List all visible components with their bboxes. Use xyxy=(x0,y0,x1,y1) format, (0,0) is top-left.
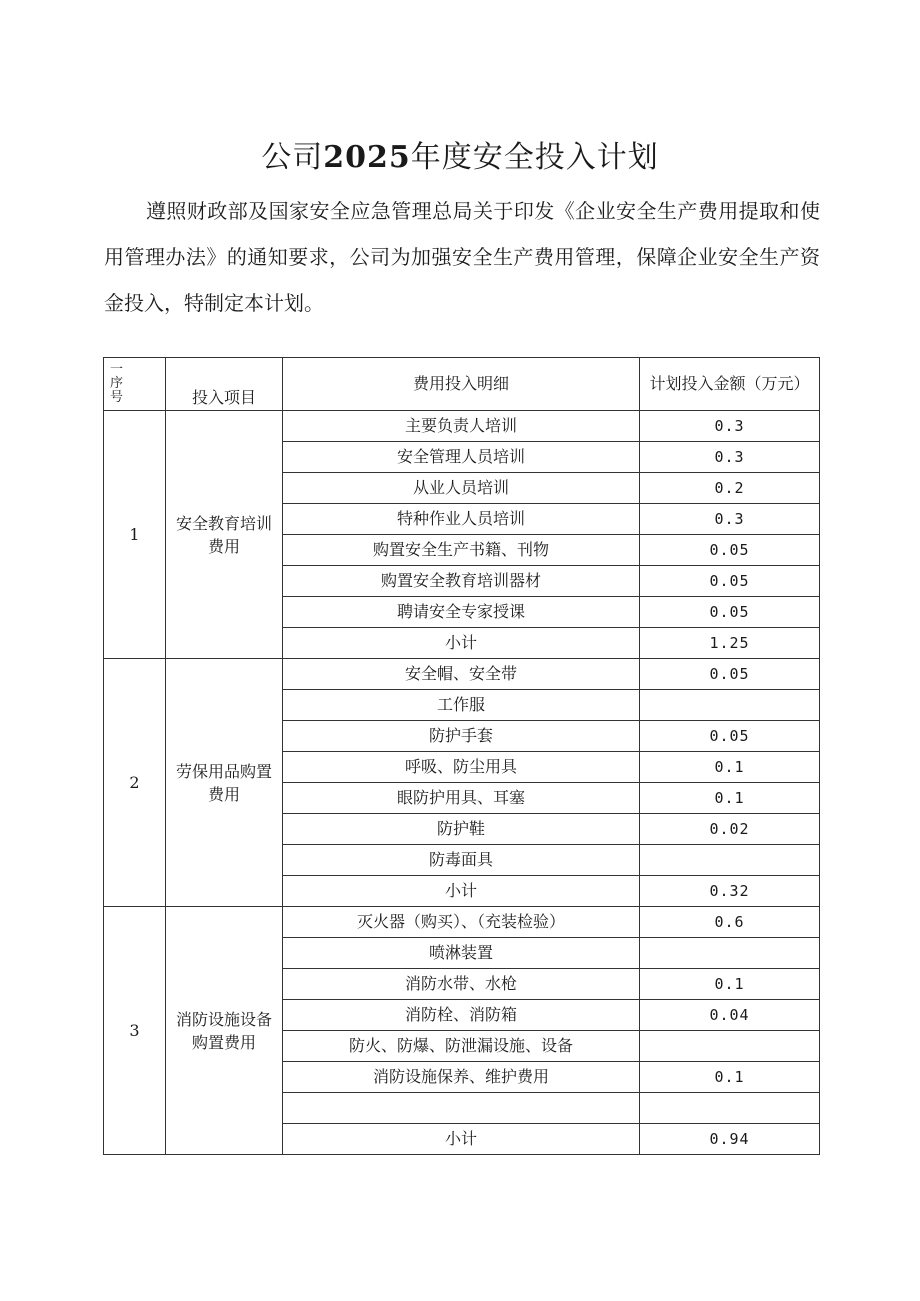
expense-detail: 小计 xyxy=(283,628,640,659)
table-row xyxy=(104,411,820,442)
group-seq: 1 xyxy=(104,411,166,659)
table-header-row xyxy=(104,358,820,411)
planned-amount: 0.2 xyxy=(640,473,820,504)
expense-detail: 消防水带、水枪 xyxy=(283,969,640,1000)
header-seq xyxy=(104,358,166,411)
planned-amount xyxy=(640,690,820,721)
expense-detail: 眼防护用具、耳塞 xyxy=(283,783,640,814)
planned-amount xyxy=(640,845,820,876)
group-category: 消防设施设备购置费用 xyxy=(166,907,283,1155)
planned-amount xyxy=(640,1031,820,1062)
planned-amount: 0.04 xyxy=(640,1000,820,1031)
document-title xyxy=(0,138,920,178)
expense-detail: 特种作业人员培训 xyxy=(283,504,640,535)
planned-amount: 0.05 xyxy=(640,721,820,752)
expense-detail: 购置安全生产书籍、刊物 xyxy=(283,535,640,566)
expense-detail: 小计 xyxy=(283,1124,640,1155)
expense-detail: 从业人员培训 xyxy=(283,473,640,504)
planned-amount: 0.1 xyxy=(640,783,820,814)
planned-amount: 0.02 xyxy=(640,814,820,845)
expense-detail: 小计 xyxy=(283,876,640,907)
planned-amount: 0.05 xyxy=(640,535,820,566)
planned-amount: 0.3 xyxy=(640,442,820,473)
expense-detail xyxy=(283,1093,640,1124)
header-amount: 计划投入金额（万元） xyxy=(640,358,820,411)
expense-detail: 工作服 xyxy=(283,690,640,721)
planned-amount: 1.25 xyxy=(640,628,820,659)
safety-investment-table xyxy=(103,357,820,1155)
expense-detail: 安全管理人员培训 xyxy=(283,442,640,473)
planned-amount: 0.3 xyxy=(640,411,820,442)
group-category: 劳保用品购置费用 xyxy=(166,659,283,907)
header-seq-label: 一 序 号 xyxy=(110,362,124,405)
header-item: 投入项目 xyxy=(166,358,283,411)
title-year: 2025 xyxy=(323,140,411,175)
planned-amount: 0.1 xyxy=(640,969,820,1000)
expense-detail: 消防栓、消防箱 xyxy=(283,1000,640,1031)
expense-detail: 购置安全教育培训器材 xyxy=(283,566,640,597)
header-detail: 费用投入明细 xyxy=(283,358,640,411)
expense-detail: 防护鞋 xyxy=(283,814,640,845)
expense-detail: 聘请安全专家授课 xyxy=(283,597,640,628)
intro-paragraph: 遵照财政部及国家安全应急管理总局关于印发《企业安全生产费用提取和使用管理办法》的通知要求，公司为加强安全生产费用管理，保障企业安全生产资金投入，特制定本计划。 xyxy=(104,199,820,315)
planned-amount: 0.05 xyxy=(640,566,820,597)
table-row xyxy=(104,659,820,690)
expense-detail: 主要负责人培训 xyxy=(283,411,640,442)
group-seq: 2 xyxy=(104,659,166,907)
expense-detail: 消防设施保养、维护费用 xyxy=(283,1062,640,1093)
planned-amount xyxy=(640,938,820,969)
planned-amount: 0.32 xyxy=(640,876,820,907)
expense-detail: 安全帽、安全带 xyxy=(283,659,640,690)
expense-detail: 防毒面具 xyxy=(283,845,640,876)
expense-detail: 喷淋装置 xyxy=(283,938,640,969)
expense-detail: 呼吸、防尘用具 xyxy=(283,752,640,783)
planned-amount: 0.6 xyxy=(640,907,820,938)
group-category: 安全教育培训费用 xyxy=(166,411,283,659)
table-body xyxy=(104,411,820,1155)
planned-amount: 0.1 xyxy=(640,752,820,783)
title-prefix: 公司 xyxy=(261,140,324,175)
planned-amount: 0.1 xyxy=(640,1062,820,1093)
planned-amount: 0.94 xyxy=(640,1124,820,1155)
expense-detail: 防火、防爆、防泄漏设施、设备 xyxy=(283,1031,640,1062)
planned-amount: 0.05 xyxy=(640,597,820,628)
planned-amount: 0.3 xyxy=(640,504,820,535)
expense-detail: 防护手套 xyxy=(283,721,640,752)
expense-detail: 灭火器（购买）、（充装检验） xyxy=(283,907,640,938)
planned-amount xyxy=(640,1093,820,1124)
group-seq: 3 xyxy=(104,907,166,1155)
table-row xyxy=(104,907,820,938)
planned-amount: 0.05 xyxy=(640,659,820,690)
title-suffix: 年度安全投入计划 xyxy=(410,140,659,175)
